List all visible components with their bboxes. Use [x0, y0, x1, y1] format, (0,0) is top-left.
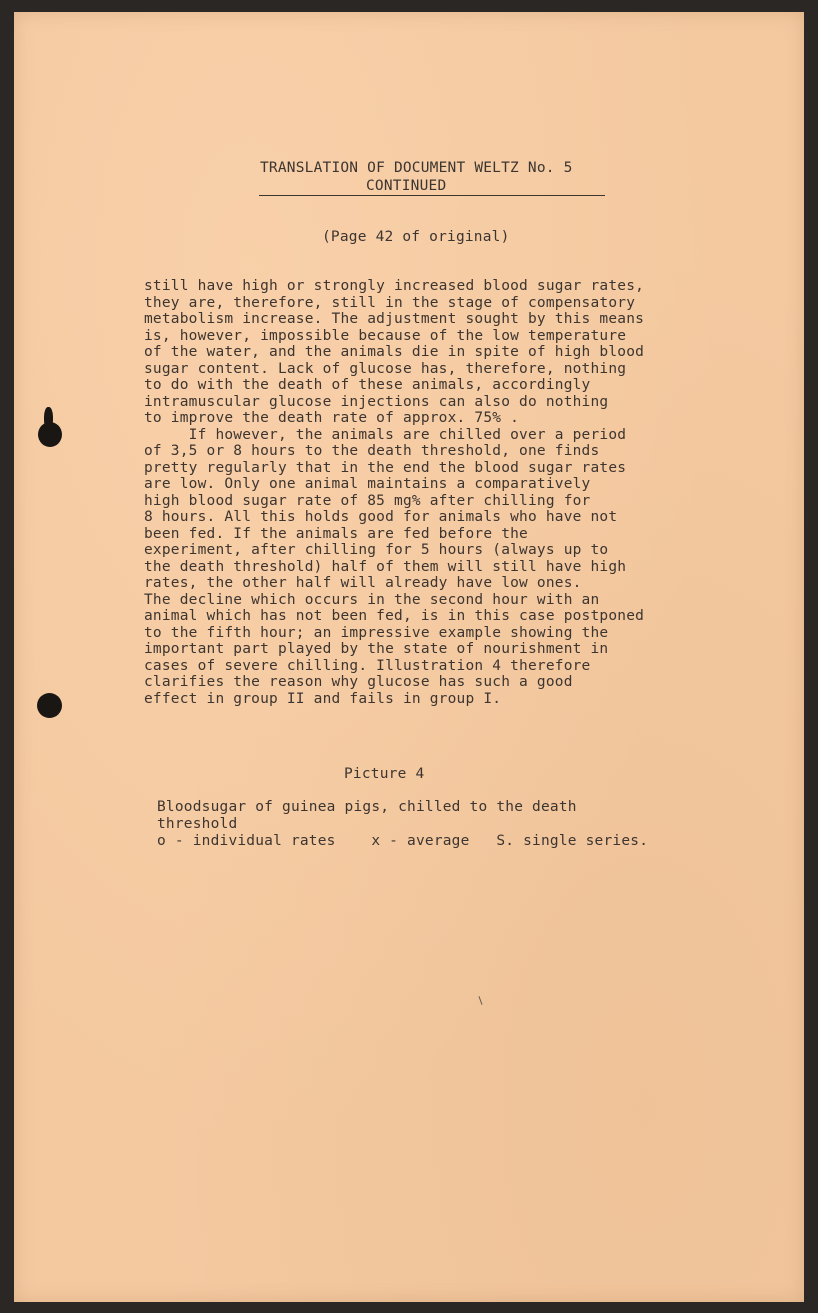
body-line: If however, the animals are chilled over a period [144, 426, 627, 443]
punch-hole-tear [44, 407, 53, 429]
body-line: to improve the death rate of approx. 75% . [144, 410, 520, 426]
caption-line: o - individual rates x - average S. single series. [157, 833, 649, 849]
body-line: rates, the other half will already have low ones. [144, 575, 582, 591]
punch-hole [37, 693, 62, 718]
document-title: TRANSLATION OF DOCUMENT WELTZ No. 5 [260, 160, 573, 176]
body-line: The decline which occurs in the second hour with an [144, 591, 600, 608]
body-line: still have high or strongly increased blood sugar rates, [144, 278, 645, 294]
caption-line: threshold [157, 816, 238, 832]
body-line: high blood sugar rate of 85 mg% after chilling for [144, 492, 591, 509]
body-line: 8 hours. All this holds good for animals who have not [144, 509, 618, 525]
caption-line: Bloodsugar of guinea pigs, chilled to the death [157, 799, 577, 815]
picture-title: Picture 4 [344, 766, 425, 782]
document-page [14, 12, 804, 1302]
body-line: cases of severe chilling. Illustration 4 therefore [144, 657, 591, 674]
body-line: to do with the death of these animals, accordingly [144, 377, 591, 393]
body-line: is, however, impossible because of the low temperature [144, 327, 627, 344]
body-line: animal which has not been fed, is in this case postponed [144, 608, 645, 624]
body-line: the death threshold) half of them will still have high [144, 558, 627, 575]
body-line: of the water, and the animals die in spite of high blood [144, 344, 645, 360]
body-line: to the fifth hour; an impressive example showing the [144, 624, 609, 641]
page-reference: (Page 42 of original) [322, 229, 510, 245]
body-line: experiment, after chilling for 5 hours (always up to [144, 542, 609, 558]
body-line: important part played by the state of nourishment in [144, 641, 609, 657]
body-line: pretty regularly that in the end the blood sugar rates [144, 459, 627, 476]
body-line: been fed. If the animals are fed before the [144, 525, 528, 542]
body-line: metabolism increase. The adjustment sought by this means [144, 311, 645, 327]
body-line: are low. Only one animal maintains a comparatively [144, 476, 591, 492]
title-underline [259, 195, 605, 196]
body-line: sugar content. Lack of glucose has, therefore, nothing [144, 360, 627, 377]
body-line: effect in group II and fails in group I. [144, 690, 502, 707]
body-line: intramuscular glucose injections can also do nothing [144, 393, 609, 410]
stray-mark [478, 996, 482, 1005]
body-line: clarifies the reason why glucose has such a good [144, 674, 573, 690]
body-line: of 3,5 or 8 hours to the death threshold, one finds [144, 443, 600, 459]
document-subtitle: CONTINUED [366, 178, 447, 194]
body-line: they are, therefore, still in the stage of compensatory [144, 294, 636, 311]
